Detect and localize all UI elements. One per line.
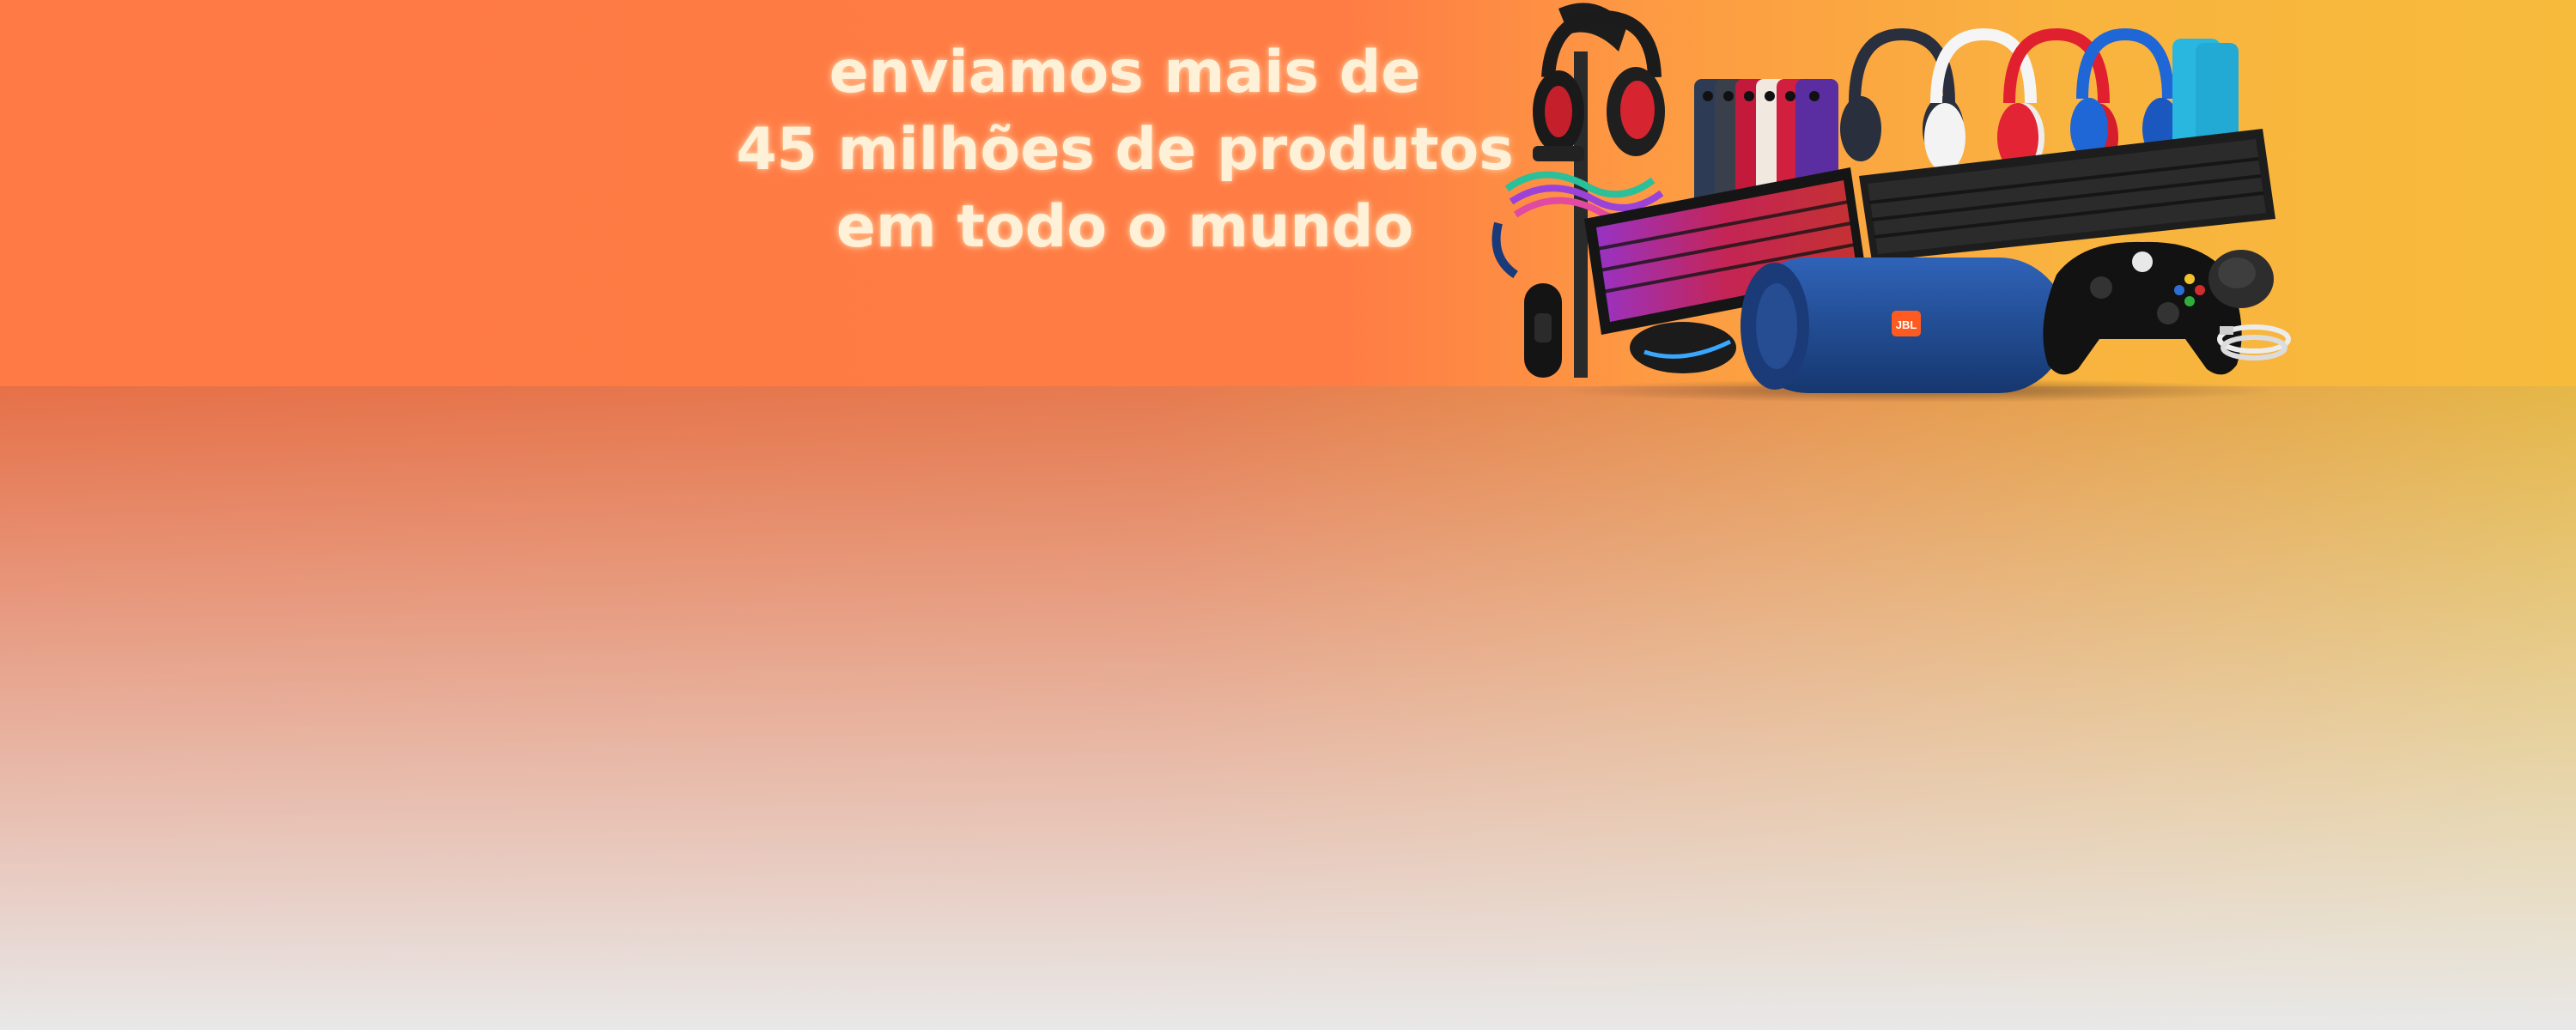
smart-band-icon [1524, 283, 1562, 378]
gaming-mouse-icon [1630, 322, 1736, 373]
bluetooth-speaker-icon [1741, 258, 2067, 393]
usb-cable-icon [2220, 326, 2288, 358]
mouse-icon [2208, 250, 2274, 308]
product-collage [1490, 0, 2310, 403]
headline-line-1: enviamos mais de [829, 39, 1421, 106]
gradient-background [0, 386, 2576, 1030]
headline-line-3: em todo o mundo [835, 193, 1414, 261]
headline-line-2: 45 milhões de produtos [736, 116, 1514, 184]
game-controller-icon [2043, 242, 2241, 375]
keyboard-icon [1859, 129, 2275, 262]
speaker-brand-label: JBL [1895, 318, 1917, 331]
banner-headline [721, 34, 1528, 266]
